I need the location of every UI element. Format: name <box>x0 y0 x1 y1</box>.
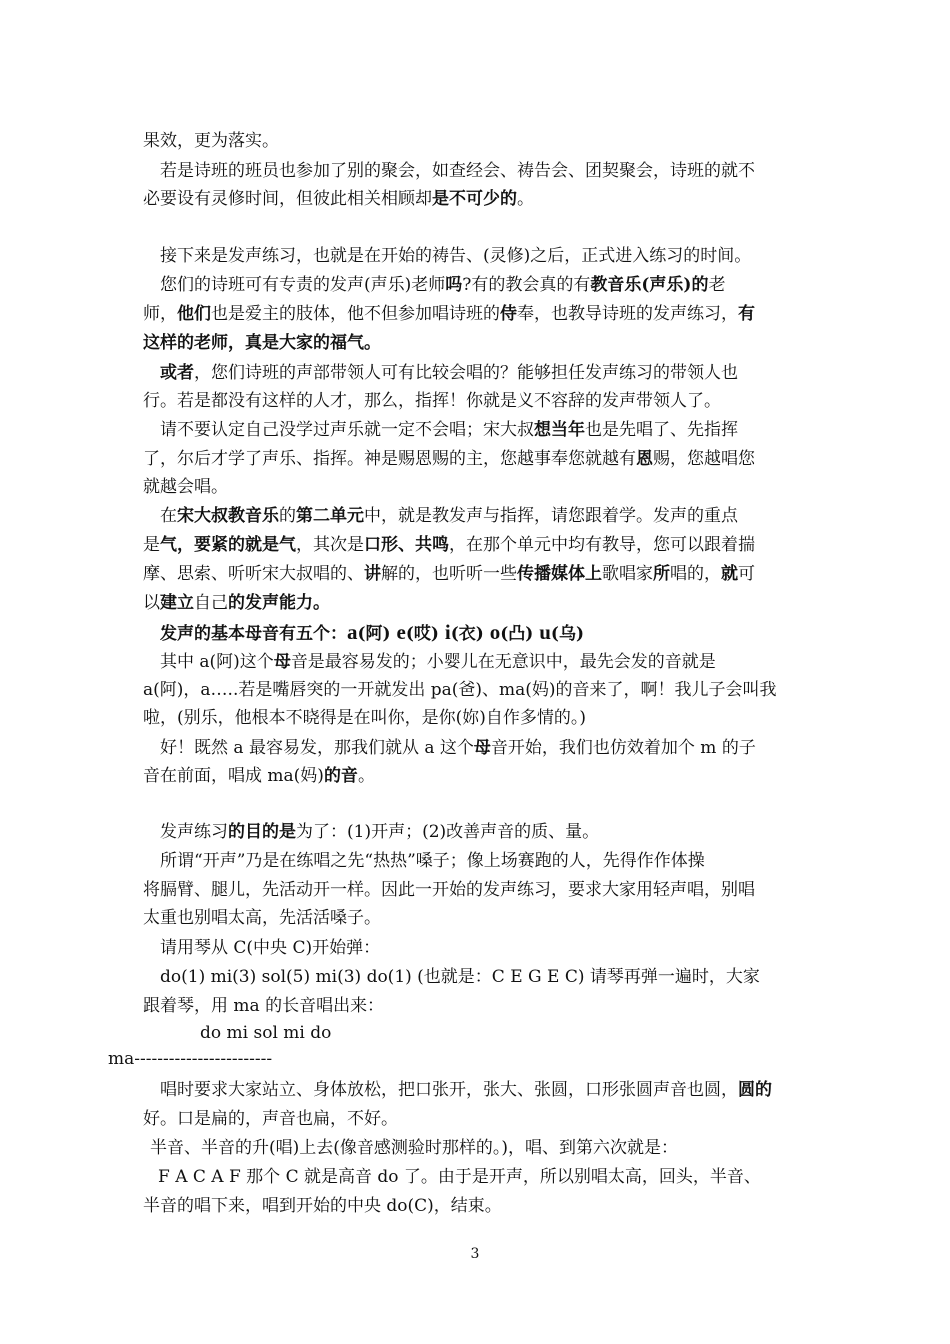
text-line <box>143 994 813 1018</box>
bold-text-run: 的音 <box>323 766 358 786</box>
text-run: a(阿)，a…..若是嘴唇突的一开就发出 pa(爸)、ma(妈)的音来了，啊！我儿子会叫我 <box>143 680 777 700</box>
text-line <box>143 129 813 153</box>
text-run: 音开始，我们也仿效着加个 m 的子 <box>490 738 756 758</box>
text-line <box>143 504 813 528</box>
text-line <box>200 1021 870 1045</box>
bold-text-run: 这样的老师，真是大家的福气。 <box>143 333 381 353</box>
text-run: 好！既然 a 最容易发，那我们就从 a 这个 <box>143 738 474 758</box>
bold-text-run: 的目的是 <box>228 822 296 842</box>
text-line <box>143 418 813 442</box>
text-line <box>143 361 813 385</box>
bold-text-run: 或者 <box>160 363 194 383</box>
text-run: 好。口是扁的，声音也扁，不好。 <box>143 1109 398 1129</box>
bold-text-run: 建立 <box>160 593 194 613</box>
text-run: 以 <box>143 593 160 613</box>
text-run: 跟着琴，用 ma 的长音唱出来： <box>143 996 385 1016</box>
bold-text-run: u <box>539 620 551 644</box>
text-run: 就越会唱。 <box>143 477 228 497</box>
text-run: 是 <box>143 535 160 555</box>
bold-text-run: 第二单元 <box>296 506 364 526</box>
text-line <box>143 591 813 615</box>
text-line <box>108 1047 778 1071</box>
text-line <box>143 1107 813 1131</box>
page-number: 3 <box>470 1246 480 1262</box>
text-run: ?有的教会真的有 <box>462 275 591 295</box>
text-run: 摩、思索、听听宋大叔唱的、 <box>143 564 364 584</box>
text-run: 中，就是教发声与指挥，请您跟着学。发声的重点 <box>364 506 738 526</box>
bold-text-run: (衣) <box>450 624 490 644</box>
text-run: ，您们诗班的声部带领人可有比较会唱的？能够担任发声练习的带领人也 <box>194 363 738 383</box>
text-line <box>143 764 813 788</box>
text-line <box>143 650 813 674</box>
text-run: 歌唱家 <box>602 564 653 584</box>
text-run: 为了：(1)开声；(2)改善声音的质、量。 <box>296 822 600 842</box>
text-run: 半音的唱下来，唱到开始的中央 do(C)，结束。 <box>143 1196 502 1216</box>
bold-text-run: 吗 <box>445 275 463 295</box>
text-run: 半音、半音的升(唱)上去(像音感测验时那样的。)，唱、到第六次就是： <box>150 1138 679 1158</box>
text-line <box>158 1165 828 1189</box>
text-run: 若是诗班的班员也参加了别的聚会，如查经会、祷告会、团契聚会，诗班的就不 <box>143 161 755 181</box>
bold-text-run: 气，要紧的就是气 <box>160 535 296 555</box>
bold-text-run: 传播媒体上 <box>517 564 602 584</box>
text-run: 的 <box>279 506 296 526</box>
bold-text-run: 他们 <box>177 304 211 324</box>
text-line <box>143 706 813 730</box>
text-run: 可 <box>738 564 755 584</box>
text-run: 音是最容易发的；小婴儿在无意识中，最先会发的音就是 <box>290 652 716 672</box>
bold-text-run: (凸) <box>500 624 540 644</box>
text-run: 赐，您越唱您 <box>653 449 755 469</box>
text-line <box>143 965 813 989</box>
text-run: 必要设有灵修时间，但彼此相关相顾却 <box>143 189 432 209</box>
bold-text-run: i <box>444 620 451 644</box>
bold-text-run: 的发声能力。 <box>228 593 330 613</box>
text-run: 。 <box>517 189 534 209</box>
bold-text-run: (哎) <box>405 624 445 644</box>
text-run: ，其次是 <box>296 535 364 555</box>
text-run: 接下来是发声练习，也就是在开始的祷告、(灵修)之后，正式进入练习的时间。 <box>143 246 752 266</box>
bold-text-run: 讲 <box>364 564 381 584</box>
bold-text-run: (乌) <box>550 624 585 644</box>
bold-text-run: 教音乐(声乐)的 <box>590 275 709 295</box>
text-line <box>143 302 813 326</box>
text-line <box>143 389 813 413</box>
text-run: 行。若是都没有这样的人才，那么，指挥！你就是义不容辞的发声带领人了。 <box>143 391 721 411</box>
bold-text-run: 圆的 <box>738 1080 772 1100</box>
text-run: 音在前面，唱成 ma(妈) <box>143 766 324 786</box>
text-run: 请不要认定自己没学过声乐就一定不会唱；宋大叔 <box>143 420 534 440</box>
text-line <box>143 562 813 586</box>
text-run: 。 <box>357 766 375 786</box>
text-line <box>143 273 813 297</box>
bold-text-run: 就 <box>721 564 738 584</box>
text-run: do(1) mi(3) sol(5) mi(3) do(1) (也就是：C E G E C) 请琴再弹一遍时，大家 <box>143 967 760 987</box>
text-run: 解的，也听听一些 <box>381 564 517 584</box>
text-run: 了，尔后才学了声乐、指挥。神是赐恩赐的主，您越事奉您就越有 <box>143 449 636 469</box>
text-line <box>143 533 813 557</box>
bold-text-run: 口形、共鸣 <box>364 535 449 555</box>
text-run: 其中 a(阿)这个 <box>143 652 274 672</box>
bold-text-run: 恩 <box>636 449 653 469</box>
text-run: do mi sol mi do <box>200 1023 332 1043</box>
bold-text-run: 母 <box>473 738 491 758</box>
text-line <box>143 244 813 268</box>
text-run: 请用琴从 C(中央 C)开始弹： <box>143 938 381 958</box>
bold-text-run: (阿) <box>357 624 397 644</box>
text-run: 您们的诗班可有专责的发声(声乐)老师 <box>143 275 446 295</box>
text-line <box>143 1194 813 1218</box>
text-line <box>143 878 813 902</box>
text-run <box>143 363 160 383</box>
bold-text-run: e <box>396 620 406 644</box>
text-line <box>143 620 813 646</box>
text-line <box>143 736 813 760</box>
text-line <box>143 849 813 873</box>
text-line <box>143 187 813 211</box>
bold-text-run: 是不可少的 <box>432 189 517 209</box>
text-run: F A C A F 那个 C 就是高音 do 了。由于是开声，所以别唱太高，回头，半音、 <box>158 1167 761 1187</box>
text-run: 啦，(别乐，他根本不晓得是在叫你，是你(妳)自作多情的。) <box>143 708 587 728</box>
text-line <box>143 1078 813 1102</box>
text-run: ma------------------------ <box>108 1049 273 1069</box>
text-line <box>143 447 813 471</box>
text-line <box>143 936 813 960</box>
bold-text-run: 有 <box>738 304 755 324</box>
bold-text-run: 所 <box>653 564 670 584</box>
text-line <box>143 906 813 930</box>
text-line <box>143 159 813 183</box>
text-run: 在 <box>143 506 177 526</box>
bold-text-run: 发声的基本母音有五个： <box>143 624 347 644</box>
text-run: 唱时要求大家站立、身体放松，把口张开，张大、张圆，口形张圆声音也圆， <box>143 1080 738 1100</box>
text-run: 师， <box>143 304 177 324</box>
text-run: 发声练习 <box>143 822 228 842</box>
bold-text-run: 母 <box>273 652 291 672</box>
text-line <box>150 1136 820 1160</box>
bold-text-run: 侍 <box>500 304 517 324</box>
text-run: 也是先唱了、先指挥 <box>585 420 738 440</box>
bold-text-run: 想当年 <box>534 420 585 440</box>
text-run: 自己 <box>194 593 228 613</box>
bold-text-run: a <box>347 620 358 644</box>
text-run: ，在那个单元中均有教导，您可以跟着揣 <box>449 535 755 555</box>
bold-text-run: 宋大叔教音乐 <box>177 506 279 526</box>
text-line <box>143 331 813 355</box>
text-run: 将膈臂、腿儿，先活动开一样。因此一开始的发声练习，要求大家用轻声唱，别唱 <box>143 880 755 900</box>
text-run: 奉，也教导诗班的发声练习， <box>517 304 738 324</box>
text-run: 老 <box>708 275 726 295</box>
bold-text-run: o <box>489 620 501 644</box>
text-run: 所谓“开声”乃是在练唱之先“热热”嗓子；像上场赛跑的人，先得作作体操 <box>143 851 705 871</box>
text-run: 果效，更为落实。 <box>143 131 279 151</box>
text-run: 太重也别唱太高，先活活嗓子。 <box>143 908 381 928</box>
text-line <box>143 475 813 499</box>
text-run: 也是爱主的肢体，他不但参加唱诗班的 <box>211 304 500 324</box>
text-line <box>143 678 813 702</box>
text-run: 唱的， <box>670 564 721 584</box>
text-line <box>143 820 813 844</box>
